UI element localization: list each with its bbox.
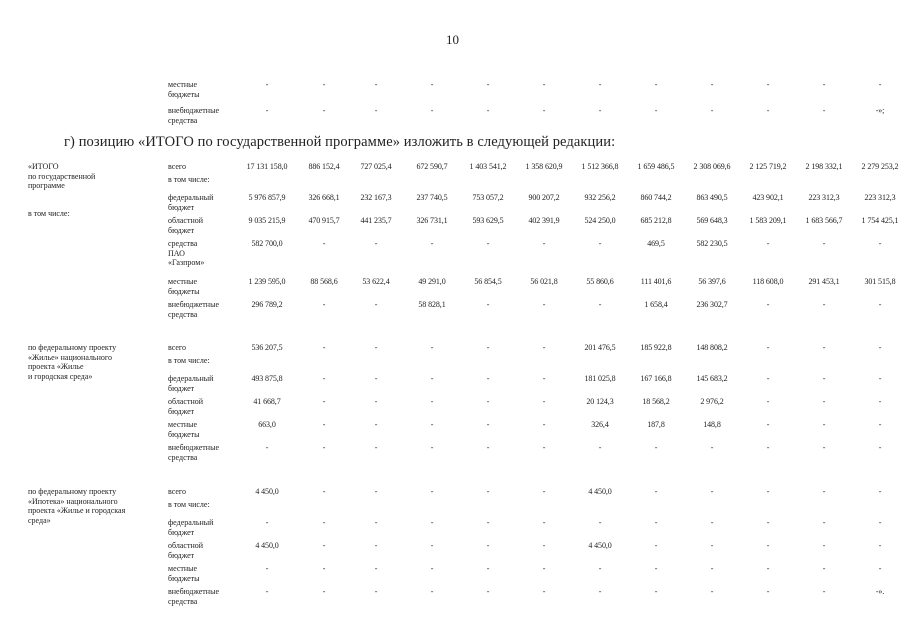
cell-value: 167 166,8	[640, 374, 672, 383]
cell-value: 1 583 209,1	[749, 216, 787, 225]
cell-value: 223 312,3	[808, 193, 840, 202]
cell-value: -	[766, 300, 770, 309]
cell-value: -	[374, 443, 378, 452]
cell-value: -	[322, 541, 326, 550]
cell-value: 181 025,8	[584, 374, 616, 383]
table-row	[0, 80, 905, 106]
cell-value: 470 915,7	[308, 216, 340, 225]
cell-value: -	[598, 300, 602, 309]
cell-value: 1 239 595,0	[248, 277, 286, 286]
cell-value: 753 057,2	[472, 193, 504, 202]
table-row	[0, 356, 905, 374]
cell-value: 236 302,7	[696, 300, 728, 309]
table-row	[0, 162, 905, 175]
cell-value: 582 700,0	[251, 239, 283, 248]
cell-value: -	[430, 587, 434, 596]
cell-value: 55 860,6	[586, 277, 614, 286]
cell-value: -	[822, 518, 826, 527]
cell-value: -	[822, 587, 826, 596]
cell-value: -	[486, 587, 490, 596]
table-row	[0, 239, 905, 277]
cell-value: -	[542, 541, 546, 550]
cell-value: 18 568,2	[642, 397, 670, 406]
cell-value: -	[878, 300, 882, 309]
cell-value: -	[542, 443, 546, 452]
cell-value: 493 875,8	[251, 374, 283, 383]
table-row	[0, 106, 905, 132]
row-category: областной бюджет	[168, 541, 204, 560]
cell-value: -	[654, 106, 658, 115]
cell-value: -».	[875, 587, 885, 596]
cell-value: -	[486, 397, 490, 406]
cell-value: 582 230,5	[696, 239, 728, 248]
cell-value: -	[430, 80, 434, 89]
cell-value: -	[878, 343, 882, 352]
cell-value: -	[766, 239, 770, 248]
cell-value: -	[486, 374, 490, 383]
table-row	[0, 343, 905, 356]
table-row	[0, 541, 905, 564]
row-category: областной бюджет	[168, 397, 204, 416]
row-category: местные бюджеты	[168, 277, 200, 296]
cell-value: -	[878, 397, 882, 406]
cell-value: 4 450,0	[588, 487, 612, 496]
cell-value: -	[878, 239, 882, 248]
cell-value: -	[430, 239, 434, 248]
cell-value: 17 131 158,0	[246, 162, 288, 171]
cell-value: 4 450,0	[255, 487, 279, 496]
cell-value: 1 659 486,5	[637, 162, 675, 171]
cell-value: -	[430, 487, 434, 496]
cell-value: 863 490,5	[696, 193, 728, 202]
row-category: в том числе:	[168, 500, 210, 509]
cell-value: 49 291,0	[418, 277, 446, 286]
cell-value: 56 021,8	[530, 277, 558, 286]
cell-value: -	[542, 80, 546, 89]
row-category: областной бюджет	[168, 216, 204, 235]
cell-value: -	[322, 300, 326, 309]
cell-value: 223 312,3	[864, 193, 896, 202]
cell-value: -	[710, 518, 714, 527]
cell-value: -	[654, 541, 658, 550]
cell-value: 145 683,2	[696, 374, 728, 383]
cell-value: -	[710, 564, 714, 573]
cell-value: 569 648,3	[696, 216, 728, 225]
table-row	[0, 374, 905, 397]
cell-value: -	[430, 343, 434, 352]
cell-value: -	[766, 397, 770, 406]
cell-value: -	[822, 106, 826, 115]
cell-value: -	[374, 487, 378, 496]
section-label: по федеральному проекту «Ипотека» национального проекта «Жилье и городская среда»	[28, 487, 126, 525]
cell-value: 685 212,8	[640, 216, 672, 225]
cell-value: 237 740,5	[416, 193, 448, 202]
cell-value: 185 922,8	[640, 343, 672, 352]
cell-value: -	[542, 564, 546, 573]
cell-value: -	[654, 564, 658, 573]
cell-value: -	[374, 300, 378, 309]
cell-value: -	[265, 80, 269, 89]
cell-value: -	[710, 541, 714, 550]
cell-value: -	[265, 587, 269, 596]
cell-value: -	[542, 106, 546, 115]
cell-value: 41 668,7	[253, 397, 281, 406]
row-category: в том числе:	[168, 356, 210, 365]
cell-value: -	[486, 420, 490, 429]
cell-value: 886 152,4	[308, 162, 340, 171]
cell-value: 56 854,5	[474, 277, 502, 286]
cell-value: -	[374, 374, 378, 383]
cell-value: 932 256,2	[584, 193, 616, 202]
cell-value: 232 167,3	[360, 193, 392, 202]
cell-value: -	[878, 564, 882, 573]
cell-value: -	[710, 80, 714, 89]
cell-value: -	[598, 106, 602, 115]
cell-value: -	[542, 518, 546, 527]
cell-value: -	[374, 518, 378, 527]
cell-value: 469,5	[647, 239, 665, 248]
row-category: внебюджетные средства	[168, 300, 219, 319]
cell-value: -	[322, 443, 326, 452]
cell-value: -	[878, 80, 882, 89]
cell-value: -	[322, 80, 326, 89]
row-category: внебюджетные средства	[168, 443, 219, 462]
cell-value: -	[322, 343, 326, 352]
cell-value: -	[265, 564, 269, 573]
cell-value: -	[598, 80, 602, 89]
cell-value: -	[766, 80, 770, 89]
cell-value: -	[486, 106, 490, 115]
cell-value: 53 622,4	[362, 277, 390, 286]
cell-value: -	[374, 420, 378, 429]
cell-value: -	[542, 487, 546, 496]
cell-value: -	[486, 239, 490, 248]
cell-value: -	[374, 106, 378, 115]
table-row	[0, 397, 905, 420]
cell-value: -	[766, 487, 770, 496]
cell-value: 4 450,0	[588, 541, 612, 550]
cell-value: -	[822, 541, 826, 550]
cell-value: 536 207,5	[251, 343, 283, 352]
cell-value: 5 976 857,9	[248, 193, 286, 202]
cell-value: -	[822, 374, 826, 383]
cell-value: -	[822, 487, 826, 496]
cell-value: -	[430, 106, 434, 115]
section-label: «ИТОГО по государственной программе	[28, 162, 96, 190]
table-row	[0, 300, 905, 323]
cell-value: -	[766, 564, 770, 573]
cell-value: -	[654, 487, 658, 496]
cell-value: -	[374, 587, 378, 596]
row-category: средства ПАО «Газпром»	[168, 239, 205, 267]
cell-value: -	[542, 300, 546, 309]
cell-value: -	[766, 587, 770, 596]
cell-value: 88 568,6	[310, 277, 338, 286]
cell-value: 727 025,4	[360, 162, 392, 171]
cell-value: 423 902,1	[752, 193, 784, 202]
cell-value: 860 744,2	[640, 193, 672, 202]
table-row	[0, 193, 905, 216]
cell-value: -	[822, 239, 826, 248]
row-category: федеральный бюджет	[168, 374, 214, 393]
cell-value: -	[654, 80, 658, 89]
cell-value: -	[322, 374, 326, 383]
cell-value: 326,4	[591, 420, 609, 429]
cell-value: -	[430, 518, 434, 527]
cell-value: 1 358 620,9	[525, 162, 563, 171]
table-row	[0, 487, 905, 500]
table-row	[0, 216, 905, 239]
cell-value: -	[486, 518, 490, 527]
cell-value: 148 808,2	[696, 343, 728, 352]
cell-value: -	[374, 541, 378, 550]
cell-value: -	[822, 80, 826, 89]
cell-value: -	[822, 300, 826, 309]
cell-value: -	[598, 443, 602, 452]
cell-value: -	[322, 397, 326, 406]
cell-value: -	[822, 564, 826, 573]
cell-value: -	[486, 541, 490, 550]
cell-value: -	[766, 518, 770, 527]
cell-value: -	[430, 374, 434, 383]
cell-value: -	[430, 420, 434, 429]
row-category: местные бюджеты	[168, 420, 200, 439]
cell-value: 2 308 069,6	[693, 162, 731, 171]
cell-value: -	[322, 239, 326, 248]
cell-value: 1 754 425,1	[861, 216, 899, 225]
cell-value: 524 250,0	[584, 216, 616, 225]
cell-value: 663,0	[258, 420, 276, 429]
cell-value: -	[430, 397, 434, 406]
cell-value: 900 207,2	[528, 193, 560, 202]
cell-value: 201 476,5	[584, 343, 616, 352]
row-category: местные бюджеты	[168, 80, 200, 99]
cell-value: 296 789,2	[251, 300, 283, 309]
cell-value: -	[486, 487, 490, 496]
cell-value: -	[822, 443, 826, 452]
cell-value: -	[430, 541, 434, 550]
cell-value: -	[822, 397, 826, 406]
cell-value: -	[766, 420, 770, 429]
cell-value: -	[430, 443, 434, 452]
cell-value: -	[322, 487, 326, 496]
table-row	[0, 277, 905, 300]
section-sublabel: в том числе:	[28, 209, 70, 218]
cell-value: -	[598, 587, 602, 596]
cell-value: 326 668,1	[308, 193, 340, 202]
cell-value: -	[766, 374, 770, 383]
cell-value: 291 453,1	[808, 277, 840, 286]
cell-value: 1 658,4	[644, 300, 668, 309]
cell-value: -	[654, 443, 658, 452]
cell-value: -	[430, 564, 434, 573]
cell-value: 672 590,7	[416, 162, 448, 171]
table-row	[0, 587, 905, 610]
cell-value: 593 629,5	[472, 216, 504, 225]
cell-value: -	[374, 239, 378, 248]
cell-value: 1 403 541,2	[469, 162, 507, 171]
row-category: всего	[168, 162, 187, 171]
cell-value: -	[542, 587, 546, 596]
cell-value: -	[654, 518, 658, 527]
cell-value: 58 828,1	[418, 300, 446, 309]
cell-value: 111 401,6	[640, 277, 672, 286]
cell-value: -	[710, 487, 714, 496]
cell-value: -	[598, 518, 602, 527]
cell-value: -	[322, 518, 326, 527]
cell-value: 4 450,0	[255, 541, 279, 550]
cell-value: -	[486, 80, 490, 89]
cell-value: 2 198 332,1	[805, 162, 843, 171]
cell-value: -	[322, 587, 326, 596]
row-category: в том числе:	[168, 175, 210, 184]
row-category: федеральный бюджет	[168, 193, 214, 212]
row-category: всего	[168, 487, 187, 496]
cell-value: -	[542, 420, 546, 429]
cell-value: -	[322, 420, 326, 429]
cell-value: -	[486, 564, 490, 573]
cell-value: -	[486, 343, 490, 352]
cell-value: -	[486, 443, 490, 452]
cell-value: -	[542, 374, 546, 383]
table-row	[0, 500, 905, 518]
section-label: по федеральному проекту «Жилье» национального проекта «Жилье и городская среда»	[28, 343, 117, 381]
cell-value: 2 125 719,2	[749, 162, 787, 171]
cell-value: -	[878, 420, 882, 429]
cell-value: -	[598, 564, 602, 573]
cell-value: -	[654, 587, 658, 596]
cell-value: -»;	[875, 106, 885, 115]
cell-value: -	[878, 541, 882, 550]
cell-value: -	[766, 343, 770, 352]
row-category: внебюджетные средства	[168, 587, 219, 606]
cell-value: 2 976,2	[700, 397, 724, 406]
cell-value: -	[265, 518, 269, 527]
cell-value: 1 512 366,8	[581, 162, 619, 171]
cell-value: 402 391,9	[528, 216, 560, 225]
page-number: 10	[446, 32, 459, 47]
cell-value: 118 608,0	[752, 277, 784, 286]
row-category: внебюджетные средства	[168, 106, 219, 125]
cell-value: -	[374, 80, 378, 89]
cell-value: -	[766, 541, 770, 550]
cell-value: 9 035 215,9	[248, 216, 286, 225]
cell-value: 301 515,8	[864, 277, 896, 286]
cell-value: 187,8	[647, 420, 665, 429]
cell-value: 148,8	[703, 420, 721, 429]
heading: г) позицию «ИТОГО по государственной программе» изложить в следующей редакции:	[64, 134, 616, 150]
cell-value: -	[374, 343, 378, 352]
cell-value: -	[542, 239, 546, 248]
cell-value: 20 124,3	[586, 397, 614, 406]
table-row	[0, 175, 905, 193]
cell-value: -	[878, 518, 882, 527]
cell-value: -	[710, 443, 714, 452]
cell-value: -	[598, 239, 602, 248]
table-row	[0, 420, 905, 443]
cell-value: -	[878, 374, 882, 383]
table-row	[0, 518, 905, 541]
cell-value: -	[822, 420, 826, 429]
cell-value: -	[822, 343, 826, 352]
cell-value: 1 683 566,7	[805, 216, 843, 225]
cell-value: 441 235,7	[360, 216, 392, 225]
cell-value: -	[878, 487, 882, 496]
table-row	[0, 564, 905, 587]
row-category: местные бюджеты	[168, 564, 200, 583]
cell-value: -	[486, 300, 490, 309]
cell-value: -	[322, 106, 326, 115]
table-row	[0, 443, 905, 466]
cell-value: -	[374, 397, 378, 406]
cell-value: 56 397,6	[698, 277, 726, 286]
cell-value: -	[878, 443, 882, 452]
cell-value: -	[322, 564, 326, 573]
cell-value: -	[542, 343, 546, 352]
cell-value: -	[542, 397, 546, 406]
cell-value: -	[710, 587, 714, 596]
cell-value: -	[374, 564, 378, 573]
row-category: всего	[168, 343, 187, 352]
cell-value: -	[766, 443, 770, 452]
cell-value: -	[710, 106, 714, 115]
cell-value: -	[265, 443, 269, 452]
row-category: федеральный бюджет	[168, 518, 214, 537]
cell-value: -	[766, 106, 770, 115]
cell-value: -	[265, 106, 269, 115]
cell-value: 326 731,1	[416, 216, 448, 225]
cell-value: 2 279 253,2	[861, 162, 899, 171]
